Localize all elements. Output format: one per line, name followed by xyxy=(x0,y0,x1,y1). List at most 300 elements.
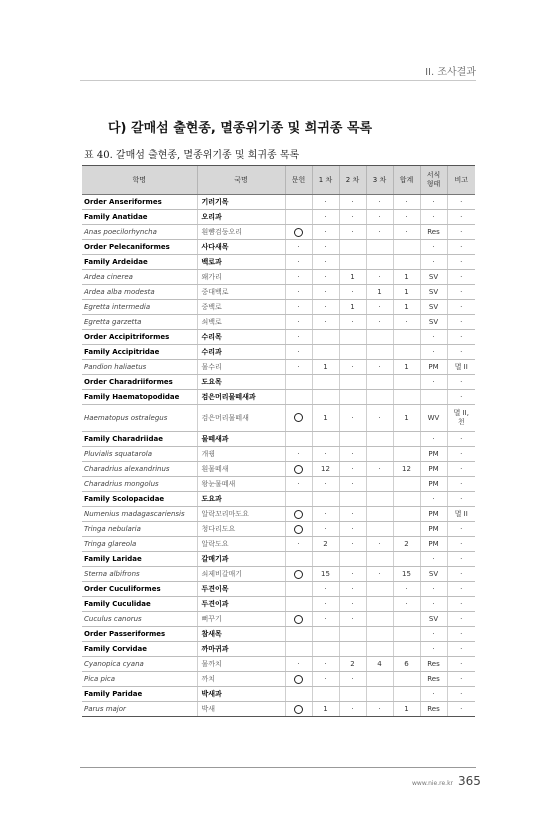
cell-survey-3: · xyxy=(366,315,393,330)
cell-survey-2: · xyxy=(339,462,366,477)
cell-korean-name: 검은머리물떼새 xyxy=(197,405,285,432)
cell-survey-3 xyxy=(366,432,393,447)
cell-survey-2: · xyxy=(339,507,366,522)
cell-scientific-name: Charadrius alexandrinus xyxy=(82,462,197,477)
cell-korean-name: 물떼새과 xyxy=(197,432,285,447)
cell-scientific-name: Cyanopica cyana xyxy=(82,657,197,672)
cell-remarks: · xyxy=(447,687,475,702)
cell-survey-3 xyxy=(366,477,393,492)
species-row xyxy=(82,285,475,300)
taxon-row xyxy=(82,597,475,612)
cell-habitat-type: PM xyxy=(420,522,447,537)
cell-habitat-type: · xyxy=(420,375,447,390)
cell-survey-1: · xyxy=(312,195,339,210)
taxon-row xyxy=(82,552,475,567)
cell-remarks: · xyxy=(447,315,475,330)
cell-remarks: · xyxy=(447,300,475,315)
cell-habitat-type xyxy=(420,390,447,405)
cell-remarks: · xyxy=(447,492,475,507)
table-header-row xyxy=(82,166,475,195)
cell-total xyxy=(393,507,420,522)
cell-scientific-name: Order Charadriiformes xyxy=(82,375,197,390)
cell-korean-name: 흰뺨검둥오리 xyxy=(197,225,285,240)
cell-scientific-name: Family Ardeidae xyxy=(82,255,197,270)
cell-remarks: · xyxy=(447,627,475,642)
cell-survey-3 xyxy=(366,255,393,270)
cell-habitat-type: PM xyxy=(420,477,447,492)
cell-scientific-name: Cuculus canorus xyxy=(82,612,197,627)
cell-scientific-name: Order Pelecaniformes xyxy=(82,240,197,255)
cell-survey-2 xyxy=(339,642,366,657)
cell-habitat-type: SV xyxy=(420,285,447,300)
cell-scientific-name: Order Anseriformes xyxy=(82,195,197,210)
cell-remarks: · xyxy=(447,210,475,225)
table-caption: 표 40. 갈매섬 출현종, 멸종위기종 및 희귀종 목록 xyxy=(84,150,300,161)
cell-total xyxy=(393,492,420,507)
species-row xyxy=(82,612,475,627)
cell-survey-2 xyxy=(339,687,366,702)
cell-survey-3 xyxy=(366,522,393,537)
species-row xyxy=(82,507,475,522)
cell-total xyxy=(393,477,420,492)
cell-remarks: · xyxy=(447,552,475,567)
cell-survey-2: · xyxy=(339,447,366,462)
cell-survey-3: · xyxy=(366,195,393,210)
cell-survey-1: · xyxy=(312,255,339,270)
taxon-row xyxy=(82,582,475,597)
cell-remarks: · xyxy=(447,657,475,672)
species-row xyxy=(82,405,475,432)
cell-survey-1: · xyxy=(312,597,339,612)
cell-remarks: · xyxy=(447,582,475,597)
cell-habitat-type: · xyxy=(420,330,447,345)
cell-literature: · xyxy=(285,360,312,375)
species-row xyxy=(82,300,475,315)
cell-remarks: · xyxy=(447,702,475,717)
cell-habitat-type: SV xyxy=(420,612,447,627)
cell-total xyxy=(393,330,420,345)
species-row xyxy=(82,567,475,582)
cell-total: 1 xyxy=(393,702,420,717)
cell-habitat-type: · xyxy=(420,210,447,225)
cell-survey-3 xyxy=(366,492,393,507)
literature-record-circle-icon xyxy=(294,465,303,474)
header-korean-name: 국명 xyxy=(197,166,285,195)
cell-habitat-type: SV xyxy=(420,270,447,285)
header-scientific-name: 학명 xyxy=(82,166,197,195)
cell-habitat-type: · xyxy=(420,627,447,642)
cell-survey-3: · xyxy=(366,537,393,552)
cell-literature xyxy=(285,597,312,612)
literature-record-circle-icon xyxy=(294,525,303,534)
cell-scientific-name: Family Paridae xyxy=(82,687,197,702)
cell-remarks: · xyxy=(447,672,475,687)
cell-total xyxy=(393,522,420,537)
cell-scientific-name: Haematopus ostralegus xyxy=(82,405,197,432)
cell-total: 6 xyxy=(393,657,420,672)
cell-korean-name: 알락도요 xyxy=(197,537,285,552)
cell-korean-name: 왕눈물떼새 xyxy=(197,477,285,492)
cell-korean-name: 왜가리 xyxy=(197,270,285,285)
species-row xyxy=(82,672,475,687)
cell-scientific-name: Order Passeriformes xyxy=(82,627,197,642)
cell-survey-3 xyxy=(366,552,393,567)
cell-survey-2 xyxy=(339,552,366,567)
cell-survey-1: · xyxy=(312,300,339,315)
cell-remarks: · xyxy=(447,462,475,477)
cell-survey-2: · xyxy=(339,477,366,492)
cell-korean-name: 기러기목 xyxy=(197,195,285,210)
cell-total: · xyxy=(393,315,420,330)
cell-survey-3: 4 xyxy=(366,657,393,672)
cell-scientific-name: Family Anatidae xyxy=(82,210,197,225)
cell-literature xyxy=(285,195,312,210)
cell-korean-name: 검은머리물떼새과 xyxy=(197,390,285,405)
taxon-row xyxy=(82,492,475,507)
cell-survey-1: · xyxy=(312,477,339,492)
cell-scientific-name: Family Charadriidae xyxy=(82,432,197,447)
cell-total: · xyxy=(393,582,420,597)
cell-survey-2 xyxy=(339,492,366,507)
cell-survey-3 xyxy=(366,390,393,405)
cell-korean-name: 백로과 xyxy=(197,255,285,270)
section-title: 다) 갈매섬 출현종, 멸종위기종 및 희귀종 목록 xyxy=(108,121,373,136)
species-row xyxy=(82,702,475,717)
cell-literature: · xyxy=(285,330,312,345)
cell-literature xyxy=(285,627,312,642)
cell-total: · xyxy=(393,225,420,240)
cell-survey-2: 2 xyxy=(339,657,366,672)
cell-survey-1: · xyxy=(312,657,339,672)
cell-scientific-name: Tringa glareola xyxy=(82,537,197,552)
species-row xyxy=(82,477,475,492)
cell-habitat-type: · xyxy=(420,195,447,210)
cell-habitat-type: · xyxy=(420,552,447,567)
species-row xyxy=(82,360,475,375)
cell-literature xyxy=(285,462,312,477)
cell-korean-name: 중대백로 xyxy=(197,285,285,300)
cell-literature xyxy=(285,492,312,507)
cell-literature: · xyxy=(285,255,312,270)
cell-survey-3 xyxy=(366,597,393,612)
cell-scientific-name: Family Laridae xyxy=(82,552,197,567)
cell-survey-3: · xyxy=(366,360,393,375)
cell-korean-name: 두견이과 xyxy=(197,597,285,612)
header-literature: 문헌 xyxy=(285,166,312,195)
cell-remarks: · xyxy=(447,345,475,360)
cell-total: 1 xyxy=(393,300,420,315)
cell-habitat-type: PM xyxy=(420,447,447,462)
cell-literature xyxy=(285,672,312,687)
cell-remarks: · xyxy=(447,330,475,345)
cell-korean-name: 수리목 xyxy=(197,330,285,345)
cell-korean-name: 알락꼬리마도요 xyxy=(197,507,285,522)
cell-survey-3 xyxy=(366,240,393,255)
species-row xyxy=(82,462,475,477)
cell-scientific-name: Pica pica xyxy=(82,672,197,687)
cell-total xyxy=(393,375,420,390)
cell-literature: · xyxy=(285,315,312,330)
table-body xyxy=(82,195,475,717)
cell-total xyxy=(393,642,420,657)
cell-total xyxy=(393,552,420,567)
cell-scientific-name: Family Accipitridae xyxy=(82,345,197,360)
cell-survey-3 xyxy=(366,447,393,462)
cell-habitat-type: PM xyxy=(420,537,447,552)
cell-scientific-name: Tringa nebularia xyxy=(82,522,197,537)
cell-remarks: · xyxy=(447,597,475,612)
cell-habitat-type: SV xyxy=(420,315,447,330)
cell-habitat-type: · xyxy=(420,255,447,270)
cell-survey-3: · xyxy=(366,210,393,225)
cell-literature xyxy=(285,687,312,702)
cell-literature xyxy=(285,582,312,597)
cell-remarks: · xyxy=(447,612,475,627)
cell-scientific-name: Pluvialis squatarola xyxy=(82,447,197,462)
cell-survey-2: 1 xyxy=(339,300,366,315)
cell-scientific-name: Ardea alba modesta xyxy=(82,285,197,300)
literature-record-circle-icon xyxy=(294,615,303,624)
cell-survey-3: · xyxy=(366,702,393,717)
cell-literature: · xyxy=(285,300,312,315)
cell-survey-3 xyxy=(366,582,393,597)
cell-korean-name: 물까치 xyxy=(197,657,285,672)
species-row xyxy=(82,657,475,672)
taxon-row xyxy=(82,195,475,210)
cell-survey-1 xyxy=(312,552,339,567)
header-rule xyxy=(80,80,476,81)
cell-survey-2: · xyxy=(339,225,366,240)
cell-scientific-name: Anas poecilorhyncha xyxy=(82,225,197,240)
cell-survey-1 xyxy=(312,642,339,657)
header-survey-2: 2 차 xyxy=(339,166,366,195)
cell-total xyxy=(393,240,420,255)
cell-habitat-type: SV xyxy=(420,567,447,582)
cell-survey-1: · xyxy=(312,270,339,285)
cell-total xyxy=(393,390,420,405)
cell-survey-1: 12 xyxy=(312,462,339,477)
cell-survey-2: · xyxy=(339,702,366,717)
cell-survey-3 xyxy=(366,687,393,702)
cell-habitat-type: · xyxy=(420,492,447,507)
cell-remarks: 멸 II, 천 xyxy=(447,405,475,432)
cell-habitat-type: · xyxy=(420,345,447,360)
cell-survey-1: · xyxy=(312,672,339,687)
cell-literature xyxy=(285,507,312,522)
cell-scientific-name: Egretta garzetta xyxy=(82,315,197,330)
species-row xyxy=(82,522,475,537)
cell-survey-2 xyxy=(339,255,366,270)
cell-remarks: · xyxy=(447,285,475,300)
cell-habitat-type: · xyxy=(420,432,447,447)
taxon-row xyxy=(82,240,475,255)
cell-literature: · xyxy=(285,447,312,462)
cell-total: 2 xyxy=(393,537,420,552)
cell-survey-2 xyxy=(339,330,366,345)
cell-korean-name: 쇠백로 xyxy=(197,315,285,330)
cell-remarks: · xyxy=(447,537,475,552)
cell-survey-2: · xyxy=(339,672,366,687)
header-remarks: 비고 xyxy=(447,166,475,195)
cell-korean-name: 두견이목 xyxy=(197,582,285,597)
cell-remarks: · xyxy=(447,642,475,657)
cell-literature xyxy=(285,642,312,657)
cell-literature: · xyxy=(285,285,312,300)
cell-literature xyxy=(285,702,312,717)
cell-total: · xyxy=(393,597,420,612)
cell-survey-1: · xyxy=(312,210,339,225)
cell-total: · xyxy=(393,210,420,225)
cell-korean-name: 흰물떼새 xyxy=(197,462,285,477)
cell-habitat-type: PM xyxy=(420,507,447,522)
taxon-row xyxy=(82,330,475,345)
cell-survey-3: · xyxy=(366,300,393,315)
cell-literature: · xyxy=(285,345,312,360)
species-row xyxy=(82,225,475,240)
cell-survey-2: · xyxy=(339,210,366,225)
running-header-section: II. 조사결과 xyxy=(425,67,476,78)
cell-survey-3: 1 xyxy=(366,285,393,300)
cell-korean-name: 개꿩 xyxy=(197,447,285,462)
literature-record-circle-icon xyxy=(294,228,303,237)
cell-survey-3: · xyxy=(366,405,393,432)
cell-remarks: · xyxy=(447,270,475,285)
cell-survey-1: · xyxy=(312,522,339,537)
cell-habitat-type: · xyxy=(420,642,447,657)
cell-remarks: · xyxy=(447,240,475,255)
cell-habitat-type: · xyxy=(420,597,447,612)
species-row xyxy=(82,537,475,552)
cell-literature xyxy=(285,390,312,405)
footer-rule xyxy=(80,767,476,768)
cell-literature: · xyxy=(285,657,312,672)
cell-survey-2 xyxy=(339,375,366,390)
cell-survey-3 xyxy=(366,612,393,627)
cell-survey-1 xyxy=(312,687,339,702)
cell-remarks: · xyxy=(447,390,475,405)
cell-survey-1: · xyxy=(312,225,339,240)
header-survey-3: 3 차 xyxy=(366,166,393,195)
cell-korean-name: 박새 xyxy=(197,702,285,717)
cell-korean-name: 중백로 xyxy=(197,300,285,315)
cell-literature xyxy=(285,210,312,225)
cell-survey-2: · xyxy=(339,522,366,537)
cell-survey-3 xyxy=(366,642,393,657)
cell-scientific-name: Pandion haliaetus xyxy=(82,360,197,375)
cell-total: 12 xyxy=(393,462,420,477)
cell-survey-1 xyxy=(312,390,339,405)
cell-total xyxy=(393,432,420,447)
cell-literature: · xyxy=(285,537,312,552)
cell-survey-2: · xyxy=(339,612,366,627)
cell-remarks: 멸 II xyxy=(447,507,475,522)
cell-literature xyxy=(285,612,312,627)
cell-survey-2: · xyxy=(339,360,366,375)
cell-korean-name: 물수리 xyxy=(197,360,285,375)
cell-survey-2 xyxy=(339,240,366,255)
cell-survey-1: 15 xyxy=(312,567,339,582)
cell-literature xyxy=(285,522,312,537)
cell-habitat-type: Res xyxy=(420,702,447,717)
cell-total: 15 xyxy=(393,567,420,582)
cell-survey-1 xyxy=(312,345,339,360)
cell-remarks: · xyxy=(447,522,475,537)
taxon-row xyxy=(82,627,475,642)
cell-total: · xyxy=(393,195,420,210)
cell-survey-3 xyxy=(366,345,393,360)
cell-scientific-name: Family Scolopacidae xyxy=(82,492,197,507)
cell-korean-name: 청다리도요 xyxy=(197,522,285,537)
cell-total xyxy=(393,687,420,702)
taxon-row xyxy=(82,432,475,447)
cell-scientific-name: Order Cuculiformes xyxy=(82,582,197,597)
cell-remarks: · xyxy=(447,375,475,390)
cell-habitat-type: · xyxy=(420,240,447,255)
cell-survey-1: · xyxy=(312,240,339,255)
cell-korean-name: 갈매기과 xyxy=(197,552,285,567)
cell-survey-1 xyxy=(312,330,339,345)
cell-survey-2: 1 xyxy=(339,270,366,285)
cell-survey-1 xyxy=(312,492,339,507)
cell-korean-name: 뻐꾸기 xyxy=(197,612,285,627)
cell-survey-2: · xyxy=(339,195,366,210)
cell-survey-3: · xyxy=(366,567,393,582)
cell-survey-1: 1 xyxy=(312,360,339,375)
cell-literature xyxy=(285,375,312,390)
cell-survey-3 xyxy=(366,375,393,390)
cell-survey-2: · xyxy=(339,315,366,330)
literature-record-circle-icon xyxy=(294,675,303,684)
cell-korean-name: 까치 xyxy=(197,672,285,687)
cell-survey-2: · xyxy=(339,597,366,612)
cell-total xyxy=(393,255,420,270)
cell-survey-2: · xyxy=(339,582,366,597)
cell-literature xyxy=(285,432,312,447)
cell-remarks: · xyxy=(447,432,475,447)
cell-survey-3 xyxy=(366,672,393,687)
cell-habitat-type: · xyxy=(420,582,447,597)
header-total: 합계 xyxy=(393,166,420,195)
cell-habitat-type: Res xyxy=(420,672,447,687)
cell-survey-3 xyxy=(366,507,393,522)
cell-total: 1 xyxy=(393,405,420,432)
literature-record-circle-icon xyxy=(294,705,303,714)
cell-survey-1: · xyxy=(312,285,339,300)
cell-scientific-name: Parus major xyxy=(82,702,197,717)
cell-literature xyxy=(285,567,312,582)
cell-korean-name: 쇠제비갈매기 xyxy=(197,567,285,582)
cell-survey-3 xyxy=(366,330,393,345)
cell-remarks: · xyxy=(447,195,475,210)
cell-scientific-name: Ardea cinerea xyxy=(82,270,197,285)
cell-total: 1 xyxy=(393,270,420,285)
cell-survey-1: 1 xyxy=(312,702,339,717)
cell-survey-1 xyxy=(312,432,339,447)
species-table xyxy=(82,165,475,717)
taxon-row xyxy=(82,687,475,702)
cell-total xyxy=(393,612,420,627)
footer-url: www.nie.re.kr xyxy=(412,780,454,787)
cell-remarks: 멸 II xyxy=(447,360,475,375)
cell-survey-2 xyxy=(339,390,366,405)
cell-scientific-name: Charadrius mongolus xyxy=(82,477,197,492)
cell-total xyxy=(393,672,420,687)
taxon-row xyxy=(82,375,475,390)
cell-total xyxy=(393,447,420,462)
cell-scientific-name: Sterna albifrons xyxy=(82,567,197,582)
cell-scientific-name: Family Cuculidae xyxy=(82,597,197,612)
cell-survey-1: 1 xyxy=(312,405,339,432)
